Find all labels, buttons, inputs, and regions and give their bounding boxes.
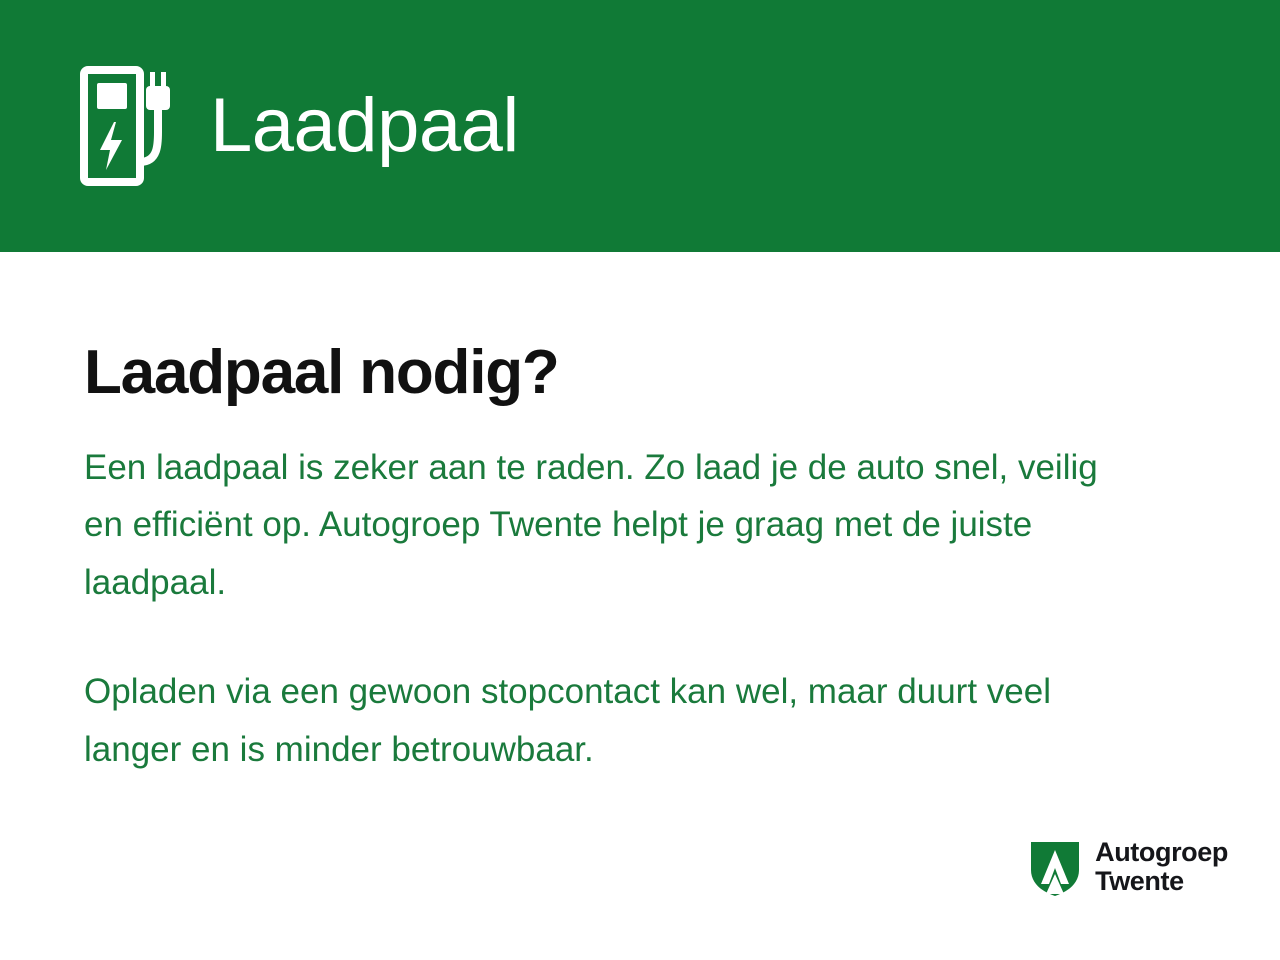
page-title: Laadpaal bbox=[210, 83, 519, 168]
charging-station-icon bbox=[80, 66, 176, 186]
card-body bbox=[0, 252, 1280, 778]
brand-logo-line-2: Twente bbox=[1095, 866, 1184, 896]
brand-logo-line-1: Autogroep bbox=[1095, 837, 1228, 868]
brand-logo bbox=[1027, 836, 1228, 898]
autogroep-twente-shield-icon bbox=[1027, 836, 1083, 898]
body-paragraph-1: Een laadpaal is zeker aan te raden. Zo laad je de auto snel, veilig en efficiënt op. Autogroep Twente helpt je graag met de juiste laadpaal. bbox=[84, 448, 1098, 602]
brand-logo-text bbox=[1095, 838, 1228, 895]
card-header bbox=[0, 0, 1280, 252]
body-paragraph-2: Opladen via een gewoon stopcontact kan wel, maar duurt veel langer en is minder betrouwbaar. bbox=[84, 672, 1051, 769]
headline: Laadpaal nodig? bbox=[84, 338, 559, 407]
